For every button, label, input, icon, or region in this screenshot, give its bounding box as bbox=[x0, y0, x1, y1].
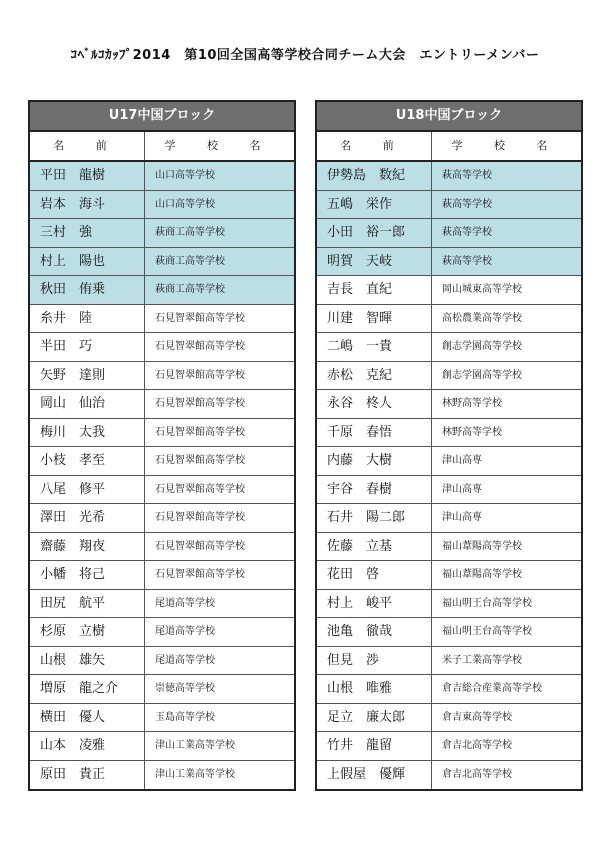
school-name: 倉吉総合産業高等学校 bbox=[442, 683, 542, 694]
table-row bbox=[30, 732, 294, 761]
table-row bbox=[317, 305, 581, 334]
school-name: 玉島高等学校 bbox=[155, 711, 215, 723]
player-name: 山根 唯雅 bbox=[317, 675, 432, 703]
school-name: 石見智翠館高等学校 bbox=[155, 312, 245, 324]
player-name: 池亀 徹哉 bbox=[317, 618, 432, 646]
name-column-header: 名 前 bbox=[30, 132, 145, 160]
table-row bbox=[317, 162, 581, 191]
u18-block bbox=[315, 100, 583, 791]
table-row bbox=[317, 219, 581, 248]
player-name: 花田 啓 bbox=[317, 561, 432, 589]
player-name: 三村 強 bbox=[30, 219, 145, 247]
player-name: 赤松 克紀 bbox=[317, 362, 432, 390]
player-name: 杉原 立樹 bbox=[30, 618, 145, 646]
table-row bbox=[317, 390, 581, 419]
player-name: 佐藤 立基 bbox=[317, 533, 432, 561]
player-name: 小幡 将己 bbox=[30, 561, 145, 589]
school-name: 山口高等学校 bbox=[155, 198, 215, 210]
table-row bbox=[317, 732, 581, 761]
table-row bbox=[30, 618, 294, 647]
player-name: 竹井 龍留 bbox=[317, 732, 432, 760]
table-row bbox=[317, 504, 581, 533]
player-name: 明賀 天岐 bbox=[317, 248, 432, 276]
table-row bbox=[30, 675, 294, 704]
school-name: 萩商工高等学校 bbox=[155, 255, 225, 267]
column-headers bbox=[317, 132, 581, 162]
school-name: 津山工業高等学校 bbox=[155, 768, 235, 780]
player-name: 齋藤 翔夜 bbox=[30, 533, 145, 561]
player-name: 八尾 修平 bbox=[30, 476, 145, 504]
school-name: 津山高専 bbox=[442, 483, 482, 495]
player-name: 増原 龍之介 bbox=[30, 675, 145, 703]
player-name: 千原 春悟 bbox=[317, 419, 432, 447]
school-name: 福山明王台高等学校 bbox=[442, 626, 532, 637]
table-row bbox=[30, 419, 294, 448]
school-name: 石見智翠館高等学校 bbox=[155, 426, 245, 438]
table-row bbox=[30, 447, 294, 476]
table-row bbox=[30, 305, 294, 334]
table-row bbox=[30, 276, 294, 305]
roster-rows bbox=[30, 162, 294, 789]
u17-block bbox=[28, 100, 296, 791]
player-name: 横田 優人 bbox=[30, 704, 145, 732]
table-row bbox=[317, 248, 581, 277]
table-row bbox=[30, 561, 294, 590]
player-name: 山本 凌雅 bbox=[30, 732, 145, 760]
school-name: 岡山城東高等学校 bbox=[442, 284, 522, 295]
table-row bbox=[317, 618, 581, 647]
table-row bbox=[317, 476, 581, 505]
school-name: 林野高等学校 bbox=[442, 398, 502, 409]
school-name: 津山高専 bbox=[442, 512, 482, 523]
school-name: 石見智翠館高等学校 bbox=[155, 483, 245, 495]
school-name: 創志学園高等学校 bbox=[442, 341, 522, 352]
table-row bbox=[30, 390, 294, 419]
player-name: 永谷 柊人 bbox=[317, 390, 432, 418]
roster-rows bbox=[317, 162, 581, 789]
table-row bbox=[317, 675, 581, 704]
table-row bbox=[30, 504, 294, 533]
table-row bbox=[30, 162, 294, 191]
name-column-header: 名 前 bbox=[317, 132, 432, 160]
school-name: 尾道高等学校 bbox=[155, 597, 215, 609]
table-row bbox=[30, 533, 294, 562]
table-row bbox=[317, 276, 581, 305]
player-name: 半田 巧 bbox=[30, 333, 145, 361]
school-name: 高松農業高等学校 bbox=[442, 312, 522, 324]
player-name: 村上 峻平 bbox=[317, 590, 432, 618]
school-name: 津山高専 bbox=[442, 455, 482, 466]
player-name: 岩本 海斗 bbox=[30, 191, 145, 219]
school-column-header: 学 校 名 bbox=[164, 139, 275, 152]
school-name: 福山明王台高等学校 bbox=[442, 597, 532, 609]
school-name: 林野高等学校 bbox=[442, 426, 502, 438]
table-row bbox=[30, 761, 294, 790]
table-row bbox=[30, 248, 294, 277]
table-row bbox=[30, 590, 294, 619]
school-name: 倉吉北高等学校 bbox=[442, 768, 512, 780]
table-row bbox=[317, 590, 581, 619]
school-name: 石見智翠館高等学校 bbox=[155, 455, 245, 466]
school-name: 萩高等学校 bbox=[442, 170, 492, 181]
player-name: 田尻 航平 bbox=[30, 590, 145, 618]
table-row bbox=[317, 191, 581, 220]
player-name: 伊勢島 数紀 bbox=[317, 162, 432, 190]
table-row bbox=[317, 333, 581, 362]
school-name: 尾道高等学校 bbox=[155, 654, 215, 666]
player-name: 岡山 仙治 bbox=[30, 390, 145, 418]
school-name: 石見智翠館高等学校 bbox=[155, 398, 245, 409]
table-row bbox=[317, 561, 581, 590]
school-name: 倉吉東高等学校 bbox=[442, 711, 512, 723]
player-name: 梅川 太我 bbox=[30, 419, 145, 447]
table-row bbox=[317, 761, 581, 790]
school-name: 米子工業高等学校 bbox=[442, 654, 522, 666]
player-name: 吉長 直紀 bbox=[317, 276, 432, 304]
school-name: 尾道高等学校 bbox=[155, 626, 215, 637]
page-title: ｺﾍﾞﾙｺｶｯﾌﾟ2014 第10回全国高等学校合同チーム大会 エントリーメンバー bbox=[70, 48, 540, 63]
school-name: 萩高等学校 bbox=[442, 227, 492, 238]
table-row bbox=[317, 647, 581, 676]
school-name: 創志学園高等学校 bbox=[442, 369, 522, 381]
table-row bbox=[30, 704, 294, 733]
player-name: 宇谷 春樹 bbox=[317, 476, 432, 504]
player-name: 川建 智暉 bbox=[317, 305, 432, 333]
player-name: 糸井 陸 bbox=[30, 305, 145, 333]
school-name: 石見智翠館高等学校 bbox=[155, 341, 245, 352]
player-name: 秋田 侑乗 bbox=[30, 276, 145, 304]
table-row bbox=[317, 362, 581, 391]
school-name: 石見智翠館高等学校 bbox=[155, 369, 245, 381]
table-row bbox=[317, 419, 581, 448]
school-name: 崇徳高等学校 bbox=[155, 683, 215, 694]
table-row bbox=[30, 362, 294, 391]
player-name: 原田 貴正 bbox=[30, 761, 145, 790]
player-name: 内藤 大樹 bbox=[317, 447, 432, 475]
school-name: 萩高等学校 bbox=[442, 198, 492, 210]
player-name: 小田 裕一郎 bbox=[317, 219, 432, 247]
player-name: 山根 雄矢 bbox=[30, 647, 145, 675]
school-name: 石見智翠館高等学校 bbox=[155, 512, 245, 523]
player-name: 石井 陽二郎 bbox=[317, 504, 432, 532]
player-name: 澤田 光希 bbox=[30, 504, 145, 532]
school-name: 萩高等学校 bbox=[442, 255, 492, 267]
player-name: 村上 陽也 bbox=[30, 248, 145, 276]
school-name: 萩商工高等学校 bbox=[155, 284, 225, 295]
player-name: 平田 龍樹 bbox=[30, 162, 145, 190]
school-column-header: 学 校 名 bbox=[451, 139, 562, 152]
column-headers bbox=[30, 132, 294, 162]
table-row bbox=[317, 533, 581, 562]
table-row bbox=[317, 447, 581, 476]
block-header: U17中国ブロック bbox=[30, 102, 294, 132]
block-header: U18中国ブロック bbox=[317, 102, 581, 132]
player-name: 小枝 孝至 bbox=[30, 447, 145, 475]
player-name: 足立 廉太郎 bbox=[317, 704, 432, 732]
school-name: 福山葦陽高等学校 bbox=[442, 569, 522, 580]
player-name: 五嶋 栄作 bbox=[317, 191, 432, 219]
player-name: 二嶋 一貴 bbox=[317, 333, 432, 361]
school-name: 萩商工高等学校 bbox=[155, 227, 225, 238]
school-name: 津山工業高等学校 bbox=[155, 740, 235, 751]
school-name: 倉吉北高等学校 bbox=[442, 740, 512, 751]
school-name: 石見智翠館高等学校 bbox=[155, 540, 245, 552]
player-name: 矢野 達則 bbox=[30, 362, 145, 390]
table-row bbox=[30, 191, 294, 220]
player-name: 上假屋 優輝 bbox=[317, 761, 432, 790]
player-name: 但見 渉 bbox=[317, 647, 432, 675]
table-row bbox=[30, 647, 294, 676]
school-name: 石見智翠館高等学校 bbox=[155, 569, 245, 580]
school-name: 福山葦陽高等学校 bbox=[442, 540, 522, 552]
table-row bbox=[30, 476, 294, 505]
table-row bbox=[30, 219, 294, 248]
school-name: 山口高等学校 bbox=[155, 170, 215, 181]
table-row bbox=[30, 333, 294, 362]
table-row bbox=[317, 704, 581, 733]
